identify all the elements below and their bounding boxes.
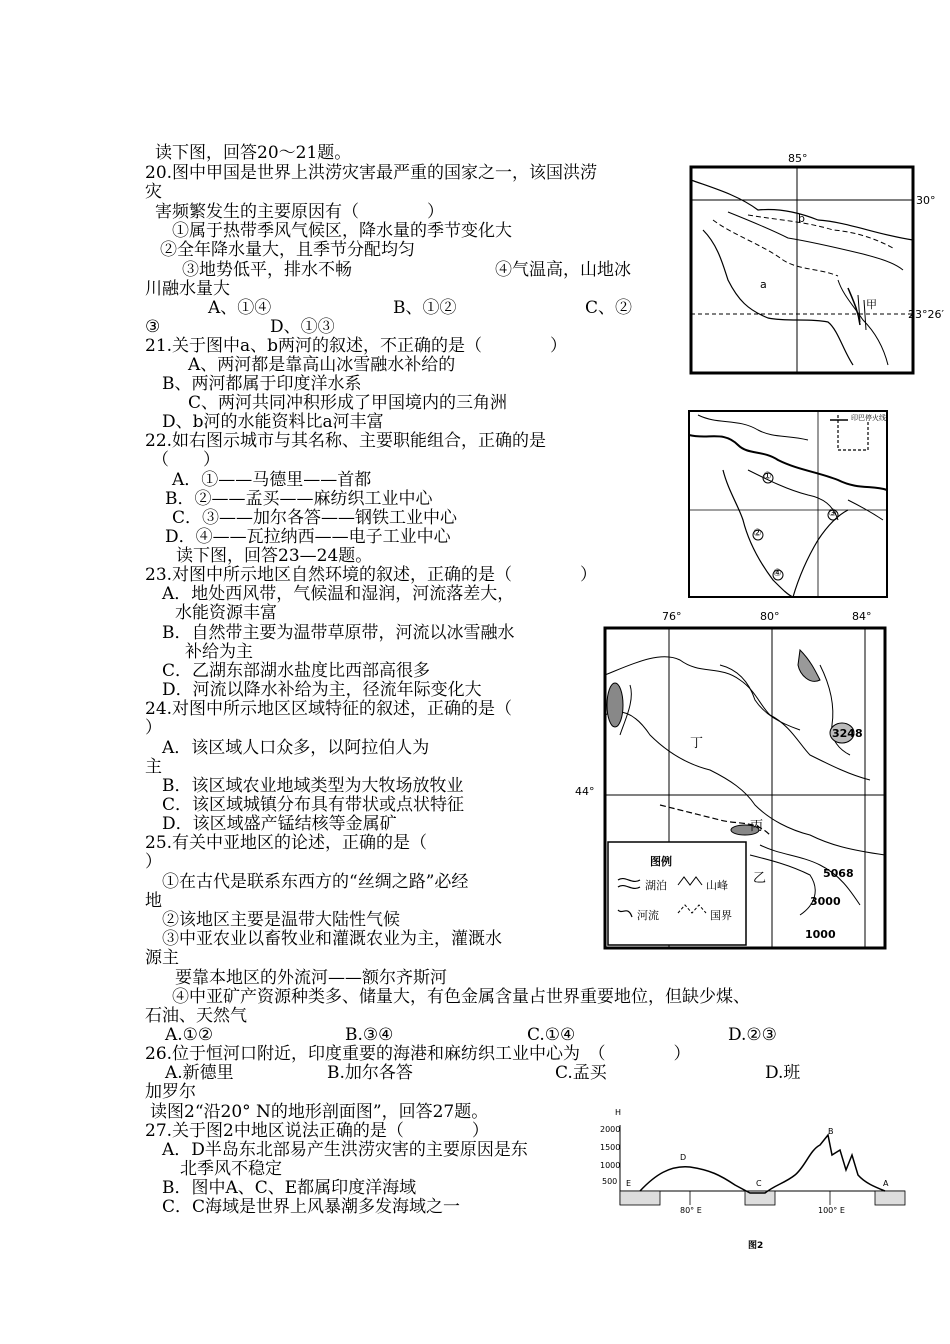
elevation-label: 3000 (810, 895, 841, 908)
text-line: 北季风不稳定 (180, 1159, 282, 1179)
legend-river: 河流 (637, 909, 659, 922)
longitude-label: 84° (852, 610, 872, 623)
option: B．图中A、C、E都属印度洋海域 (162, 1178, 417, 1198)
axis-h-label: H (615, 1108, 622, 1117)
option: D．河流以降水补给为主，径流年际变化大 (162, 680, 482, 700)
axis-tick: 2000 (600, 1125, 621, 1134)
text-line: ） (145, 852, 162, 872)
text-line: 读图2“沿20° N的地形剖面图”，回答27题。 (150, 1102, 489, 1122)
map-south-asia-rivers (688, 150, 950, 375)
city-1-label: ① (763, 471, 772, 482)
x-tick: 80° E (680, 1206, 702, 1215)
point-b-label: B (828, 1127, 834, 1136)
point-a-label: A (883, 1179, 889, 1188)
option: ②全年降水量大，且季节分配均匀 (160, 240, 415, 260)
city-4-label: ④ (773, 568, 782, 579)
lake-ding-label: 丁 (690, 736, 704, 751)
option: B．②——孟买——麻纺织工业中心 (165, 489, 433, 509)
text-line: 补给为主 (185, 642, 253, 662)
option: A．地处西风带，气候温和湿润，河流落差大， (162, 584, 515, 604)
choice-c: C.①④ (527, 1025, 576, 1045)
option: ③中亚农业以畜牧业和灌溉农业为主，灌溉水 (162, 929, 502, 949)
latitude-label: 30° (916, 194, 936, 207)
point-d-label: D (680, 1153, 687, 1162)
choice-b: B.③④ (345, 1025, 394, 1045)
text-line: 要靠本地区的外流河——额尔齐斯河 (175, 968, 447, 988)
city-3-label: ③ (828, 508, 837, 519)
tropic-label: 23°26′ (908, 308, 944, 321)
question-25: 25.有关中亚地区的论述，正确的是（ (145, 833, 428, 853)
lake-yi-label: 乙 (753, 871, 767, 886)
text-line: 主 (145, 757, 162, 777)
option: C．乙湖东部湖水盐度比西部高很多 (162, 661, 431, 681)
city-2-label: ② (753, 528, 762, 539)
legend-title: 图例 (650, 855, 672, 868)
question-23: 23.对图中所示地区自然环境的叙述，正确的是（ ） (145, 565, 598, 585)
elevation-label: 3248 (832, 727, 863, 740)
choice-b: B.加尔各答 (327, 1063, 413, 1083)
option: ③地势低平，排水不畅 (182, 260, 352, 280)
map-india-cities (688, 410, 888, 598)
question-20: 20.图中甲国是世界上洪涝灾害最严重的国家之一，该国洪涝 (145, 163, 598, 183)
axis-tick: 1500 (600, 1143, 621, 1152)
option: B、两河都属于印度洋水系 (162, 374, 362, 394)
longitude-label: 85° (788, 152, 808, 165)
longitude-label: 80° (760, 610, 780, 623)
question-27: 27.关于图2中地区说法正确的是（ ） (145, 1121, 489, 1141)
option: C、两河共同冲积形成了甲国境内的三角洲 (188, 393, 508, 413)
elevation-label: 5068 (823, 867, 854, 880)
text-line: 地 (145, 891, 162, 911)
axis-tick: 500 (602, 1177, 618, 1186)
ceasefire-legend: 印巴停火线 (851, 414, 886, 422)
point-e-label: E (626, 1179, 632, 1188)
text-line: 川融水量大 (145, 279, 230, 299)
latitude-label: 44° (575, 785, 595, 798)
option: A．①——马德里——首都 (172, 470, 372, 490)
text-line: 害频繁发生的主要原因有（ ） (155, 202, 444, 222)
choice-a: A.①② (165, 1025, 214, 1045)
text-line: ③ (145, 317, 161, 337)
text-line: 源主 (145, 948, 179, 968)
legend-border: 国界 (710, 909, 732, 922)
text-line: 加罗尔 (145, 1082, 196, 1102)
option: ①属于热带季风气候区，降水量的季节变化大 (172, 221, 512, 241)
terrain-profile-figure (600, 1105, 910, 1255)
option: B．该区域农业地域类型为大牧场放牧业 (162, 776, 464, 796)
text-line: 读下图，回答23—24题。 (176, 546, 373, 566)
choice-d: D.②③ (728, 1025, 777, 1045)
lake-bing-label: 丙 (750, 819, 764, 834)
choice-d: D、①③ (270, 317, 335, 337)
figure-caption: 图2 (748, 1241, 764, 1251)
river-b-label: b (798, 212, 805, 225)
legend-peak: 山峰 (706, 879, 728, 892)
option: C．该区域城镇分布具有带状或点状特征 (162, 795, 465, 815)
option: A、两河都是靠高山冰雪融水补给的 (188, 355, 456, 375)
text-line: 灾 (145, 182, 162, 202)
option: ④中亚矿产资源种类多、储量大，有色金属含量占世界重要地位，但缺少煤、 (172, 987, 750, 1007)
option: D．该区域盛产锰结核等金属矿 (162, 814, 397, 834)
point-c-label: C (756, 1179, 762, 1188)
choice-c: C.孟买 (555, 1063, 607, 1083)
river-a-label: a (760, 278, 767, 291)
question-22: 22.如右图示城市与其名称、主要职能组合，正确的是 (145, 431, 547, 451)
text-line: （ ） (152, 450, 220, 470)
map-central-asia (570, 605, 890, 953)
option: B．自然带主要为温带草原带，河流以冰雪融水 (162, 623, 515, 643)
option: A．该区域人口众多，以阿拉伯人为 (162, 738, 430, 758)
option: ①在古代是联系东西方的“丝绸之路”必经 (162, 872, 469, 892)
option: ④气温高，山地冰 (495, 260, 631, 280)
question-26: 26.位于恒河口附近，印度重要的海港和麻纺织工业中心为 （ ） (145, 1044, 691, 1064)
option: A．D半岛东北部易产生洪涝灾害的主要原因是东 (162, 1140, 528, 1160)
option: D、b河的水能资料比a河丰富 (162, 412, 384, 432)
option: D．④——瓦拉纳西——电子工业中心 (165, 527, 451, 547)
text-line: 石油、天然气 (145, 1006, 247, 1026)
x-tick: 100° E (818, 1206, 845, 1215)
choice-b: B、①② (393, 298, 457, 318)
question-24: 24.对图中所示地区区域特征的叙述，正确的是（ (145, 699, 513, 719)
axis-tick: 1000 (600, 1161, 621, 1170)
text-line: 水能资源丰富 (175, 603, 277, 623)
choice-a: A.新德里 (165, 1063, 234, 1083)
elevation-label: 1000 (805, 928, 836, 941)
choice-c: C、② (585, 298, 633, 318)
choice-a: A、①④ (208, 298, 272, 318)
option: C．C海域是世界上风暴潮多发海域之一 (162, 1197, 461, 1217)
text-line: 读下图，回答20～21题。 (155, 143, 352, 163)
option: ②该地区主要是温带大陆性气候 (162, 910, 400, 930)
text-line: ） (145, 718, 162, 738)
longitude-label: 76° (662, 610, 682, 623)
country-label: 甲 (866, 298, 877, 311)
legend-lake: 湖泊 (645, 879, 667, 892)
choice-d: D.班 (765, 1063, 801, 1083)
option: C．③——加尔各答——钢铁工业中心 (172, 508, 458, 528)
question-21: 21.关于图中a、b两河的叙述，不正确的是（ ） (145, 336, 568, 356)
